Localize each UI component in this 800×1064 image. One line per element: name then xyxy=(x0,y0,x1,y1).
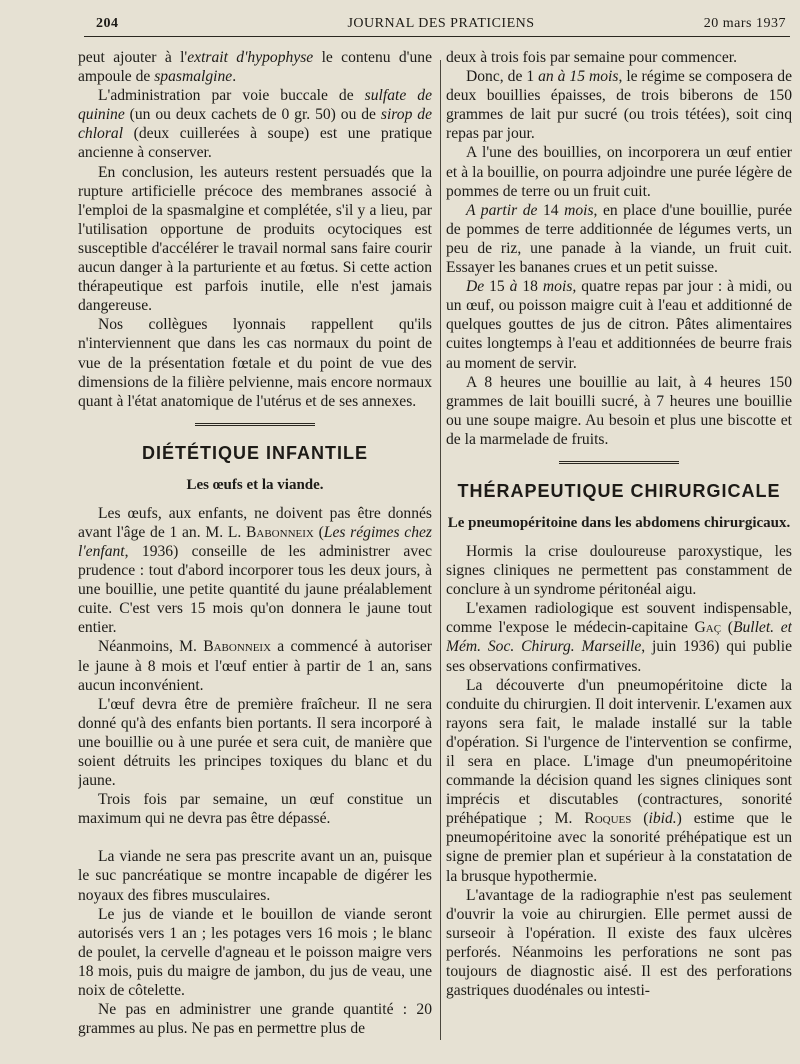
paragraph: Les œufs, aux enfants, ne doivent pas être donnés avant l'âge de 1 an. M. L. Babonneix (Les régimes chez l'enfant, 1936) conseille de les administrer avec prudence : tout d'abord incorporer tous les deux jours, à une bouillie, une petite quantité du jaune préalablement cuite. C'est vers 15 mois qu'on donnera le jaune tout entier. xyxy=(78,504,432,637)
journal-title: JOURNAL DES PRATICIENS xyxy=(347,16,535,31)
section-separator xyxy=(559,461,679,467)
article-subtitle: Les œufs et la viande. xyxy=(186,476,324,493)
paragraph: Hormis la crise douloureuse paroxystique, les signes cliniques ne permettent pas constamment de conclure à un syndrome péritonéal aigu. xyxy=(446,542,792,599)
paragraph: De 15 à 18 mois, quatre repas par jour : à midi, ou un œuf, ou poisson maigre cuit à l'eau et additionné de quelques gouttes de jus de citron. Pâtes alimentaires cuites longtemps à l'eau et additionnées de beurre frais au moment de servir. xyxy=(446,278,792,372)
paragraph: En conclusion, les auteurs restent persuadés que la rupture artificielle précoce des membranes associé à l'emploi de la spasmalgine et complétée, s'il y a lieu, par l'utilisation opportune de produits ocytociques est susceptible d'accélérer le travail normal sans faire courir aucun danger à la parturiente et au fœtus. Si cette action thérapeutique est parfois inutile, elle n'est jamais dangereuse. xyxy=(78,163,432,315)
issue-date: 20 mars 1937 xyxy=(703,16,786,31)
paragraph: A l'une des bouillies, on incorporera un œuf entier et à la bouillie, on pourra adjoindre une purée légère de pommes de terre ou un fruit cuit. xyxy=(446,144,792,200)
section-title-therapeutique: THÉRAPEUTIQUE CHIRURGICALE xyxy=(457,480,781,501)
right-column xyxy=(446,48,792,1046)
paragraph: L'œuf devra être de première fraîcheur. Il ne sera donné qu'à des enfants bien portants. Il sera incorporé à une bouillie ou à une purée et sera cuit, de manière que soient détruits les principes toxiques du blanc et du jaune. xyxy=(78,695,432,790)
paragraph: L'administration par voie buccale de sulfate de quinine (un ou deux cachets de 0 gr. 50) ou de sirop de chloral (deux cuillerées à soupe) est une pratique ancienne à conserver. xyxy=(78,87,432,162)
paragraph: L'examen radiologique est souvent indispensable, comme l'expose le médecin-capitaine Gaç (Bullet. et Mém. Soc. Chirurg. Marseille, juin 1936) qui publie ses observations confirmatives. xyxy=(446,600,792,675)
paragraph: deux à trois fois par semaine pour commencer. xyxy=(446,49,737,66)
paragraph: La viande ne sera pas prescrite avant un an, puisque le suc pancréatique se montre incapable de digérer les noyaux des fibres musculaires. xyxy=(78,848,432,904)
paragraph: A 8 heures une bouillie au lait, à 4 heures 150 grammes de lait bouilli sucré, à 7 heures une bouillie ou une soupe maigre. Au besoin et plus une biscotte et de la marmelade de fruits. xyxy=(446,373,792,448)
column-divider xyxy=(440,60,441,1040)
paragraph: Le jus de viande et le bouillon de viande seront autorisés vers 1 an ; les potages vers 16 mois ; le blanc de poulet, la cervelle d'agneau et le poisson maigre vers 18 mois, puis du maigre de jambon, du jus de veau, une noix de côtelette. xyxy=(78,905,432,1000)
paragraph: Nos collègues lyonnais rappellent qu'ils n'interviennent que dans les cas normaux du point de vue de la présentation fœtale et du point de vue des dimensions de la filière pelvienne, mais encore normaux quant à l'état anatomique de l'utérus et de ses annexes. xyxy=(78,316,432,410)
paragraph: Ne pas en administrer une grande quantité : 20 grammes au plus. Ne pas en permettre plus de xyxy=(78,1001,432,1038)
header-rule xyxy=(84,36,790,37)
left-column xyxy=(78,48,432,1046)
paragraph: peut ajouter à l'extrait d'hypophyse le contenu d'une ampoule de spasmalgine. xyxy=(78,49,432,86)
paragraph: La découverte d'un pneumopéritoine dicte la conduite du chirurgien. Il doit intervenir. L'examen aux rayons sera fait, le malade installé sur la table d'opération. Si l'urgence de l'intervention se confirme, il sera en place. L'image d'un pneumopéritoine commande la décision quand les signes cliniques sont imprécis et discutables (contractures, sonorité préhépatique ; M. Roques (ibid.) estime que le pneumopéritoine avec la sonorité préhépatique est un signe de premier plan et supérieur à la constatation de la brusque hypothermie. xyxy=(446,676,792,885)
section-title-dietetique: DIÉTÉTIQUE INFANTILE xyxy=(141,442,368,463)
page-number: 204 xyxy=(96,16,119,31)
paragraph: L'avantage de la radiographie n'est pas seulement d'ouvrir la voie au chirurgien. Elle permet aussi de surseoir à l'opération. Il existe des faux ulcères perforés. Néanmoins les perforations ne sont pas toujours de diagnostic aisé. Il est des perforations gastriques duodénales ou intesti- xyxy=(446,886,792,1000)
section-separator xyxy=(195,423,315,429)
paragraph: Donc, de 1 an à 15 mois, le régime se composera de deux bouillies épaisses, de trois biberons de 150 grammes de lait pur sucré (ou trois tétées), soit cinq repas par jour. xyxy=(446,68,792,143)
paragraph: Trois fois par semaine, un œuf constitue un maximum qui ne devra pas être dépassé. xyxy=(78,791,432,828)
paragraph: Néanmoins, M. Babonneix a commencé à autoriser le jaune à 8 mois et l'œuf entier à partir de 1 an, sans aucun inconvénient. xyxy=(78,638,432,694)
paragraph: A partir de 14 mois, en place d'une bouillie, purée de pommes de terre additionnée de légumes verts, un peu de riz, une panade à la viande, un fruit cuit. Essayer les bananes crues et un petit suisse. xyxy=(446,201,792,277)
article-subtitle: Le pneumopéritoine dans les abdomens chirurgicaux. xyxy=(447,514,791,531)
